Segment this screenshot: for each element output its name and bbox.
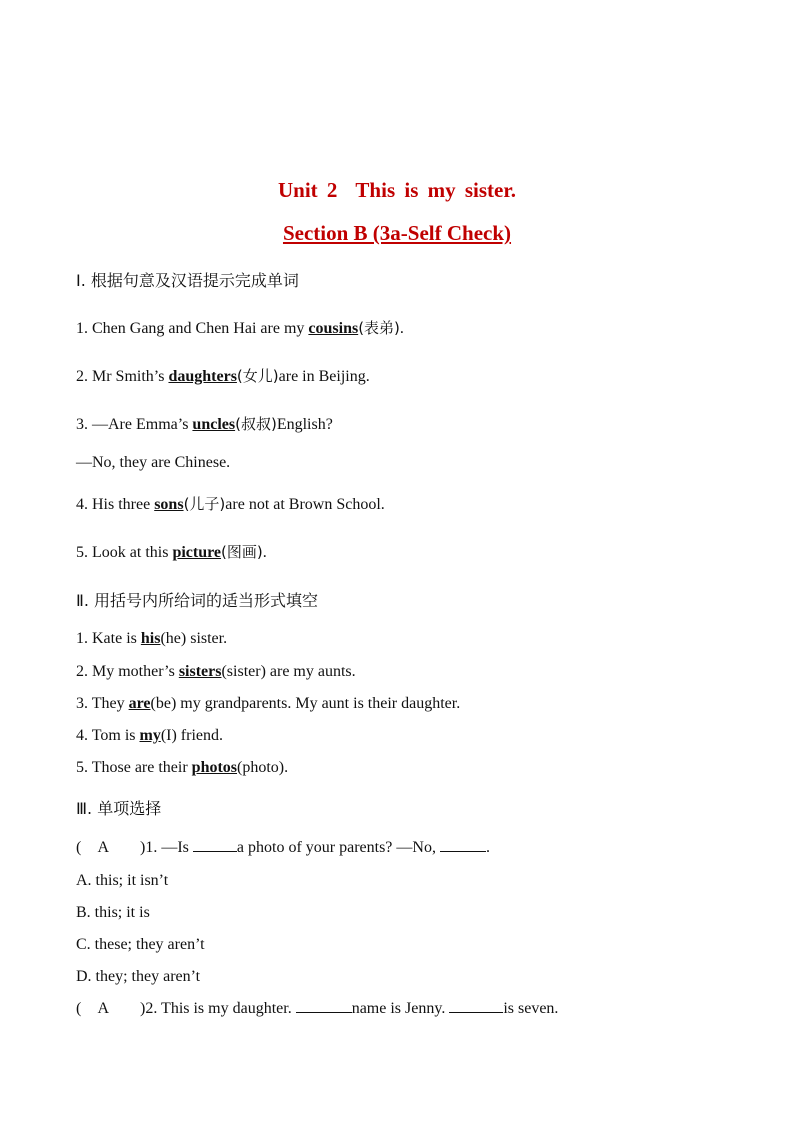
section-title: Section B (3a-Self Check)	[282, 221, 512, 245]
mc-option-c: C. these; they aren’t	[76, 936, 205, 953]
answer: my	[139, 727, 161, 744]
blank-line	[449, 1011, 503, 1013]
answer: uncles	[192, 416, 236, 433]
mc-option-b: B. this; it is	[76, 904, 150, 921]
mc-answer: A	[97, 1000, 110, 1017]
part2-item-1: 1. Kate is his(he) sister.	[76, 630, 228, 647]
part1-item-4: 4. His three sons(儿子)are not at Brown School.	[76, 495, 385, 513]
answer: daughters	[168, 368, 237, 385]
answer: sisters	[178, 663, 222, 680]
part2-item-3: 3. They are(be) my grandparents. My aunt is their daughter.	[76, 695, 461, 712]
answer: his	[140, 630, 161, 647]
part1-item-1: 1. Chen Gang and Chen Hai are my cousins(表弟).	[76, 319, 404, 337]
answer: picture	[172, 544, 222, 561]
mc-option-a: A. this; it isn’t	[76, 872, 169, 889]
part1-item-5: 5. Look at this picture(图画).	[76, 543, 267, 561]
blank-line	[440, 850, 486, 852]
part1-item-2: 2. Mr Smith’s daughters(女儿)are in Beijing.	[76, 367, 370, 385]
blank-line	[296, 1011, 352, 1013]
part2-heading: Ⅱ. 用括号内所给词的适当形式填空	[76, 591, 319, 610]
part2-item-2: 2. My mother’s sisters(sister) are my aunts.	[76, 663, 356, 680]
answer: are	[128, 695, 151, 712]
mc-option-d: D. they; they aren’t	[76, 968, 201, 985]
mc-question-2: ( A )2. This is my daughter. name is Jenny. is seven.	[76, 1000, 559, 1017]
unit-label: Unit 2	[277, 178, 338, 202]
part1-item-3-reply: —No, they are Chinese.	[76, 454, 231, 471]
part3-heading: Ⅲ. 单项选择	[76, 799, 162, 818]
mc-question-1: ( A )1. —Is a photo of your parents? —No, .	[76, 839, 490, 856]
part2-item-5: 5. Those are their photos(photo).	[76, 759, 289, 776]
unit-title	[0, 178, 794, 203]
unit-topic: This is my sister.	[355, 178, 517, 202]
blank-line	[193, 850, 237, 852]
part2-item-4: 4. Tom is my(I) friend.	[76, 727, 223, 744]
answer: photos	[191, 759, 238, 776]
mc-answer: A	[97, 839, 110, 856]
part1-heading: Ⅰ. 根据句意及汉语提示完成单词	[76, 271, 299, 290]
part1-item-3: 3. —Are Emma’s uncles(叔叔)English?	[76, 415, 333, 433]
answer: sons	[154, 496, 184, 513]
answer: cousins	[308, 320, 359, 337]
